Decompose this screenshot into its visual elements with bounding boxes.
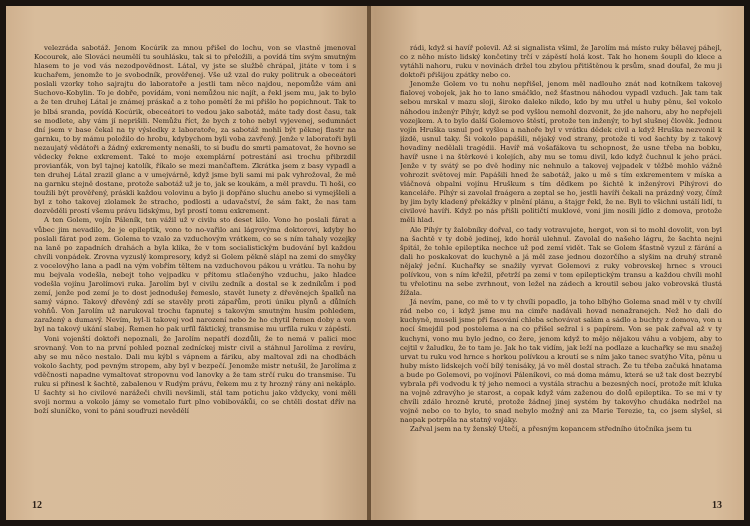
paragraph: Ale Píhýr ty žalobníky dořval, co tady votravujete, hergot, von si to mohl dovolit, von byl na šachtě v ty době jedinej, kdo horál ulehnul. Zavolal do našeho lágru, že šachta nejni špitál, že tohle epileptika nechce už pod zemí vidět. Tak se Golem šťastně vyzul z fárání a dali ho poskakovat do kuchyně a já měl zase jednou dozorčího a slyšim na druhý straně nějaký ječní. Kuchařky se snažily vyrvat Golemovi z ruky vobrovskej hrnec s vrouci polívkou, von s ním křežil, přetrží pa zemi v tom epileptickým transu a každou chvíli mohl tu vřelotinu na sebe zvrhnout, von ležel na zádech a kroutil sebou jako vobrovská tlustá žížala. (400, 225, 722, 298)
paragraph: velezráda sabotáž. Jenom Kocúrik za mnou přišel do lochu, von se vlastně jmenoval Kocourek, ale Slováci neumělí tu souhlásku, tak si to přeložili, a povídá tím svým smutným hlasem to je vod vás nezodpovědnost. Látal, vy jste se službě chrápal, jitáte v tom i s kuchařem, jenomže to je svobodník, prověřenej. Vše už vzal do ruky politruk a obeceátori poslali vzorky toho sajrajtu do laboratoře a jestli tam něco najdou, nepomůže vám ani Suchovo-Kobylin. To je dobře, povídám, voni nemůžou nic najít, a řekl jsem mu, jak to bylo a že ten druhej Látal je známej práskač a z toho pomětí že mi přišlo ho popichnout. Tak to je blbá sranda, povídá Kocúrik, obeceátori to vedou jako sabotáž, máte tady dost času, tak se modlete, aby vám jí neprišili. Nemůžu říct, že bych z toho nebyl vyjevenej, sedumnáct dní jsem v base čekal na ty výsledky z laboratoře, za sabotáž mohli být pěknej flastr na garnku, to by mámu položilo do hrobu, kdybychom byli voba zavřený. Jenže v laboratoři byli nezaujatý vědátoři a žádný exkrementy nenašli, to si buďu do smrti pamatovat, že hovno se vědecky řekne exkrement. Také to moje exemplární potrestání asi trochu přibrzdil provianťák, von byl tajnej katolík, říkalo se mezi mančaftem. Zkrátka jsem z basy vypadl a ten druhej Látal zrazil glanc a v umejvárně, když jsme byli sami mi pak vyhrožoval, že mě na garnku stejně dostane, protože sabotáž už je to, jak se koukám, a měl pravdu. Ti hoši, co toužili být prověřený, práskli každou volovinu a bylo ji dopřáno sluchu anebo si vymejšleli a byl z toho takovej zlolamek že stracho, podlosti a udavačství, že sám fakt, že nas tam dozvěděli prostí všemu právu lidskýmu, byl prostí tomu exkrement. (34, 44, 356, 216)
right-page (375, 6, 744, 520)
book-spread (6, 6, 744, 520)
paragraph: Zařval jsem na ty ženský Utečí, a přesným kopancem středního útočníka jsem tu (410, 425, 692, 434)
paragraph: rádi, když si havíř polevil. Až si signalista všiml, že Jarolím má místo ruky bělavej páhejl, co z něho místo lidský končetiny trčí v zápěstí holá kost. Tak ho honem šoupli do klece a vytáhli nahoru, ruku v novinách držel tou zbylou přitištěnou k prsům, snad doufal, že mu ji doktoři přišijou zpátky nebo co. (400, 44, 722, 80)
paragraph: A ten Golem, vojín Páleník, ten vážil už v civilu sto deset kilo. Vono ho poslali fárat a vůbec jim nevadilo, že je epileptik, vono to no-vařilo ani lágrovýma doktorovi, kdyby ho poslali fárat pod zem. Golema to vzalo za vzduchovým vrátkem, co se s ním tahaly vozejky na laně po zapadních drahách a byla klika, že v tom socialistickým budování byl každou chvíli vonpádek. Zrovna vyzuslý kompresory, když si Golem pěkně slápl na zemi do smyčky z vocelovýho lana a padl na vým vobřím těltem na vzduchovou pákou u vrátku. Ta nohu by mu bejvala vodešla, nebejt toho vejpadku v přítomu stlačenýho vzduchu, jako hladce vodešla vojínu Jarolímovi ruka. Jarolím byl v civilu zedník a dostal se k zedníkům i pod zemí, jenže pod zemí je to dost jednodušej řemeslo, stavět lunety z dřevěnejch špalků na samý vápno. Takový dřevěný zdí se stavěly proti zápařům, proti úniku plynů a důlních vohňů. Von Jarolím už narukoval trochu ťapnutej s takovým smutným husím pohledem, zaražený a dumavý. Nevím, byl-li takovej vod narození nebo že ho chytil řemen doby a von byl na takový ukání slabej. Řemen ho pak urfíl fáktický, transmise mu urfíla ruku v zápěstí. (34, 216, 356, 334)
left-page (6, 6, 375, 520)
left-page-text (34, 44, 356, 494)
right-page-text (400, 44, 722, 494)
page-number-right: 13 (712, 500, 722, 511)
paragraph: Voni vojenští doktoři nepoznali, že Jarolím nepatří dozdůli, že to nemá v palici moc srovnaný. Von to na první pohled poznal zedníckej mistr civil a stáhnul Jarolíma z revíru, aby se mu něco nestalo. Dali mu kýbl s vápnem a fáriku, aby maltoval zdi na chodbách vokolo šachty, pod pevným stropem, aby byl v bezpečí. Jenomže mistr netušil, že Jarolíma z vděčnosti napadne vymaltovat stropovnu vod lanovky a že tam strčí ruku do transmise. Tu ruku si přinesl k šachtě, zabalenou v Rudým právu, řekem mu z ty hrozný rány ani nekáplo. U šachty si ho civilové narážeči chvíli nevšimli, stál tam potichu jako vždycky, voni měli svoji normu a vokolo jámy se vometalo furt plno vobibovákůi, co se chtěli dostat dřív na boží sluníčko, voni to páni souďruzi nevědělí (34, 334, 356, 416)
page-number-left: 12 (32, 500, 42, 511)
paragraph: Já nevím, pane, co mě to v ty chvíli popadlo, ja toho blbýho Golema snad měl v ty chvílí rád nebo co, i když jsme mu na cimře nadávali hovad nenažranejch. Než ho dali do kuchyně, museli jsme při fasování chleba schovávat salám a sádlo a buchty z domova, von u nocí šmejdil pod postelema a na co přišel sežral i s papírem. Von se pak zařval až v ty kuchyni, vono mu bylo jedno, co žere, jenom když to mějo nějakou váhu a vobjem, aby to cejtil v žaludku, že to tam je. Jak ho tak vidím, jak leží na podlaze a kuchařky se mu snažej urvat tu ruku vod hrnce s horkou polívkou a kroutí se s ním jako tanec svatýho Víta, pěnu u huby místo lidskejch vočí bílý tenisáky, já vo měl dostal strach. Že tu třeba začuká hnatama a bude po Golemovi, po vojínovi Páleníkovi, co má doma mámu, která se už tak dost bezrybí vybrala při vodvodu k tý jeho nemoci a vystála strachu a bezesných nocí, protože mít kluka na vojně zdravýho je starost, a copak když vám zaženou do dolů epileptika. To se mi v ty chvíli zdálo hrozně kruté, protože žádnej jinej systém by takovýho chudáka nedržel na vojně nebo co to bylo, to snad nebylo možný ani za Marie Terezie, ta, co jsem slyšel, si naopak potrpěla na statný vojáky. (400, 298, 722, 425)
book-gutter (367, 6, 371, 520)
paragraph: Jenomže Golem vo tu nohu nepřišel, jenom měl nadlouho znát nad kotníkem takovej fialovej vobojek, jak ho to lano smáčklo, než šťastnou náhodou vypadl vzduch. Jak tam tak sebou mrskal v mazu sloji, široko daleko nikdo, kdo by mu utřel u huby pěnu, šel vokolo náhodou inženýr Píhýr, když se pod vyšlou nemohl dozvonit, že jde nahoru, aby ho nepřejeli vozejkem. A to bylo další Golemovo štěstí, protože ten inženýr, to byl slušnej člověk. Jednou vojín Hruška usnul pod vyšlou a nahoře byl v vrátku dědek civil a když Hruška nezvonil k jízdě, usnul taky. Ši vokolo papášili, nějaký vod strany, protože ti vod šachty by z takový hovadiny nedělali tragédii. Havíř má vošafákova tu schopnost, že usne třeba na bobku, havíř usne i na štěrkové i kolejích, aby mu se tomu divil, kdo když čuchnul k jeho práci. Jenže v ty svátý se po dvě hodiny nic nehnulo a takovej vejpadek v těžbě mohlo vážně vohrozit světovej mír. Papášili hned že sabotáž, jako u mě s tím exkrementem v míska a vláčnová obpalni vojínu Hruškum s tím dědkem po šichtě k inženýrovi Píhýrovi do kanceláře. Píhýr si zavolal fraágera a zeptal se ho, jestli havíři čekali na prázdný vozy, čímž by jim byly kladený překážky v plnění plánu, a štajgr řekl, že ne. Byli to všichni ustálí lidí, tı civilové havíři. Když po nás přišli političtí muklové, voni jim nosili jídlo z domova, protože měli hlad. (400, 80, 722, 225)
